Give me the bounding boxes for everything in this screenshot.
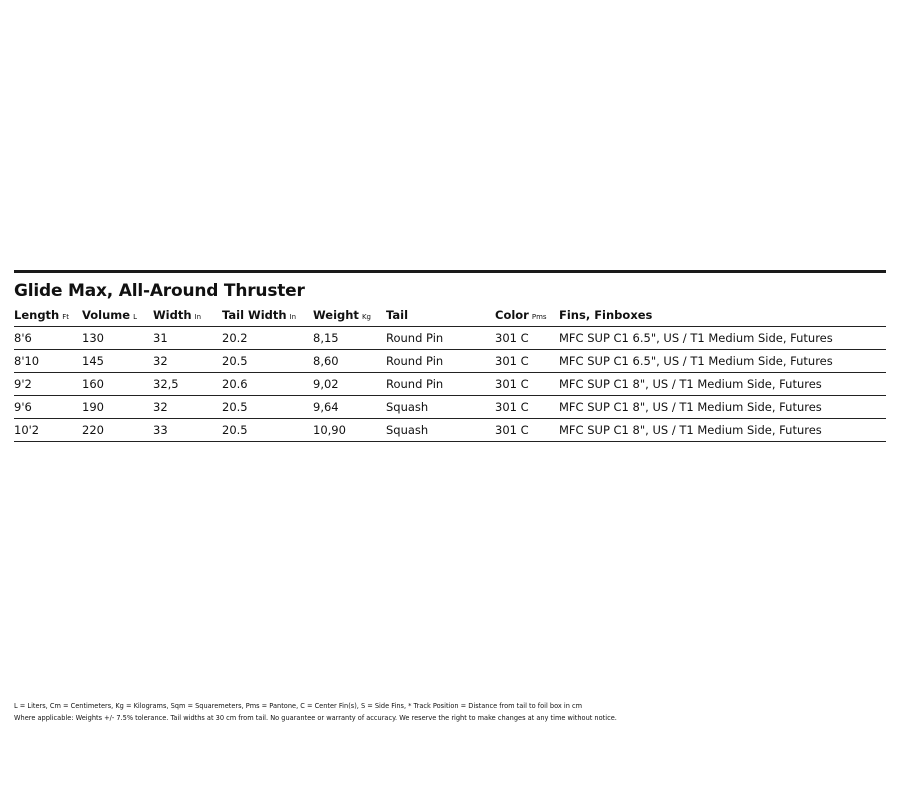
cell-color: 301 C bbox=[495, 419, 559, 442]
cell-volume: 130 bbox=[82, 327, 153, 350]
table-row bbox=[14, 373, 886, 396]
product-title: Glide Max, All-Around Thruster bbox=[14, 281, 305, 301]
cell-volume: 145 bbox=[82, 350, 153, 373]
cell-tail-width: 20.2 bbox=[222, 327, 313, 350]
table-row bbox=[14, 350, 886, 373]
column-header-color: Color Pms bbox=[495, 304, 559, 327]
table-row bbox=[14, 327, 886, 350]
cell-tail: Squash bbox=[386, 419, 495, 442]
cell-color: 301 C bbox=[495, 327, 559, 350]
top-divider bbox=[14, 270, 886, 273]
cell-weight: 9,64 bbox=[313, 396, 386, 419]
cell-tail-width: 20.5 bbox=[222, 419, 313, 442]
cell-tail: Round Pin bbox=[386, 373, 495, 396]
spec-block bbox=[14, 270, 886, 442]
cell-fins: MFC SUP C1 6.5", US / T1 Medium Side, Futures bbox=[559, 327, 886, 350]
cell-tail-width: 20.5 bbox=[222, 350, 313, 373]
column-header-tail-width: Tail Width In bbox=[222, 304, 313, 327]
column-header-length: Length Ft bbox=[14, 304, 82, 327]
cell-width: 31 bbox=[153, 327, 222, 350]
cell-length: 8'6 bbox=[14, 327, 82, 350]
cell-color: 301 C bbox=[495, 350, 559, 373]
cell-tail: Round Pin bbox=[386, 327, 495, 350]
column-header-weight: Weight Kg bbox=[313, 304, 386, 327]
cell-color: 301 C bbox=[495, 396, 559, 419]
cell-weight: 10,90 bbox=[313, 419, 386, 442]
footnote-disclaimer: Where applicable: Weights +/- 7.5% tolerance. Tail widths at 30 cm from tail. No guarantee or warranty of accuracy. We reserve the right to make changes at any time without notice. bbox=[14, 714, 617, 722]
footnote bbox=[14, 700, 617, 724]
cell-fins: MFC SUP C1 8", US / T1 Medium Side, Futures bbox=[559, 373, 886, 396]
cell-width: 33 bbox=[153, 419, 222, 442]
column-header-width: Width In bbox=[153, 304, 222, 327]
cell-length: 9'6 bbox=[14, 396, 82, 419]
column-header-fins: Fins, Finboxes bbox=[559, 304, 886, 327]
cell-tail: Squash bbox=[386, 396, 495, 419]
cell-fins: MFC SUP C1 6.5", US / T1 Medium Side, Futures bbox=[559, 350, 886, 373]
cell-volume: 190 bbox=[82, 396, 153, 419]
cell-weight: 8,15 bbox=[313, 327, 386, 350]
cell-width: 32 bbox=[153, 396, 222, 419]
cell-width: 32 bbox=[153, 350, 222, 373]
cell-volume: 160 bbox=[82, 373, 153, 396]
cell-tail: Round Pin bbox=[386, 350, 495, 373]
cell-volume: 220 bbox=[82, 419, 153, 442]
cell-fins: MFC SUP C1 8", US / T1 Medium Side, Futures bbox=[559, 396, 886, 419]
cell-tail-width: 20.6 bbox=[222, 373, 313, 396]
cell-color: 301 C bbox=[495, 373, 559, 396]
cell-length: 10'2 bbox=[14, 419, 82, 442]
cell-weight: 9,02 bbox=[313, 373, 386, 396]
cell-length: 9'2 bbox=[14, 373, 82, 396]
cell-width: 32,5 bbox=[153, 373, 222, 396]
column-header-tail: Tail bbox=[386, 304, 495, 327]
table-row bbox=[14, 396, 886, 419]
footnote-abbreviations: L = Liters, Cm = Centimeters, Kg = Kilograms, Sqm = Squaremeters, Pms = Pantone, C = Center Fin(s), S = Side Fins, * Track Position = Distance from tail to foil box in cm bbox=[14, 702, 583, 710]
cell-weight: 8,60 bbox=[313, 350, 386, 373]
cell-fins: MFC SUP C1 8", US / T1 Medium Side, Futures bbox=[559, 419, 886, 442]
table-row bbox=[14, 419, 886, 442]
cell-length: 8'10 bbox=[14, 350, 82, 373]
spec-table bbox=[14, 304, 886, 442]
cell-tail-width: 20.5 bbox=[222, 396, 313, 419]
header-row bbox=[14, 304, 886, 327]
column-header-volume: Volume L bbox=[82, 304, 153, 327]
